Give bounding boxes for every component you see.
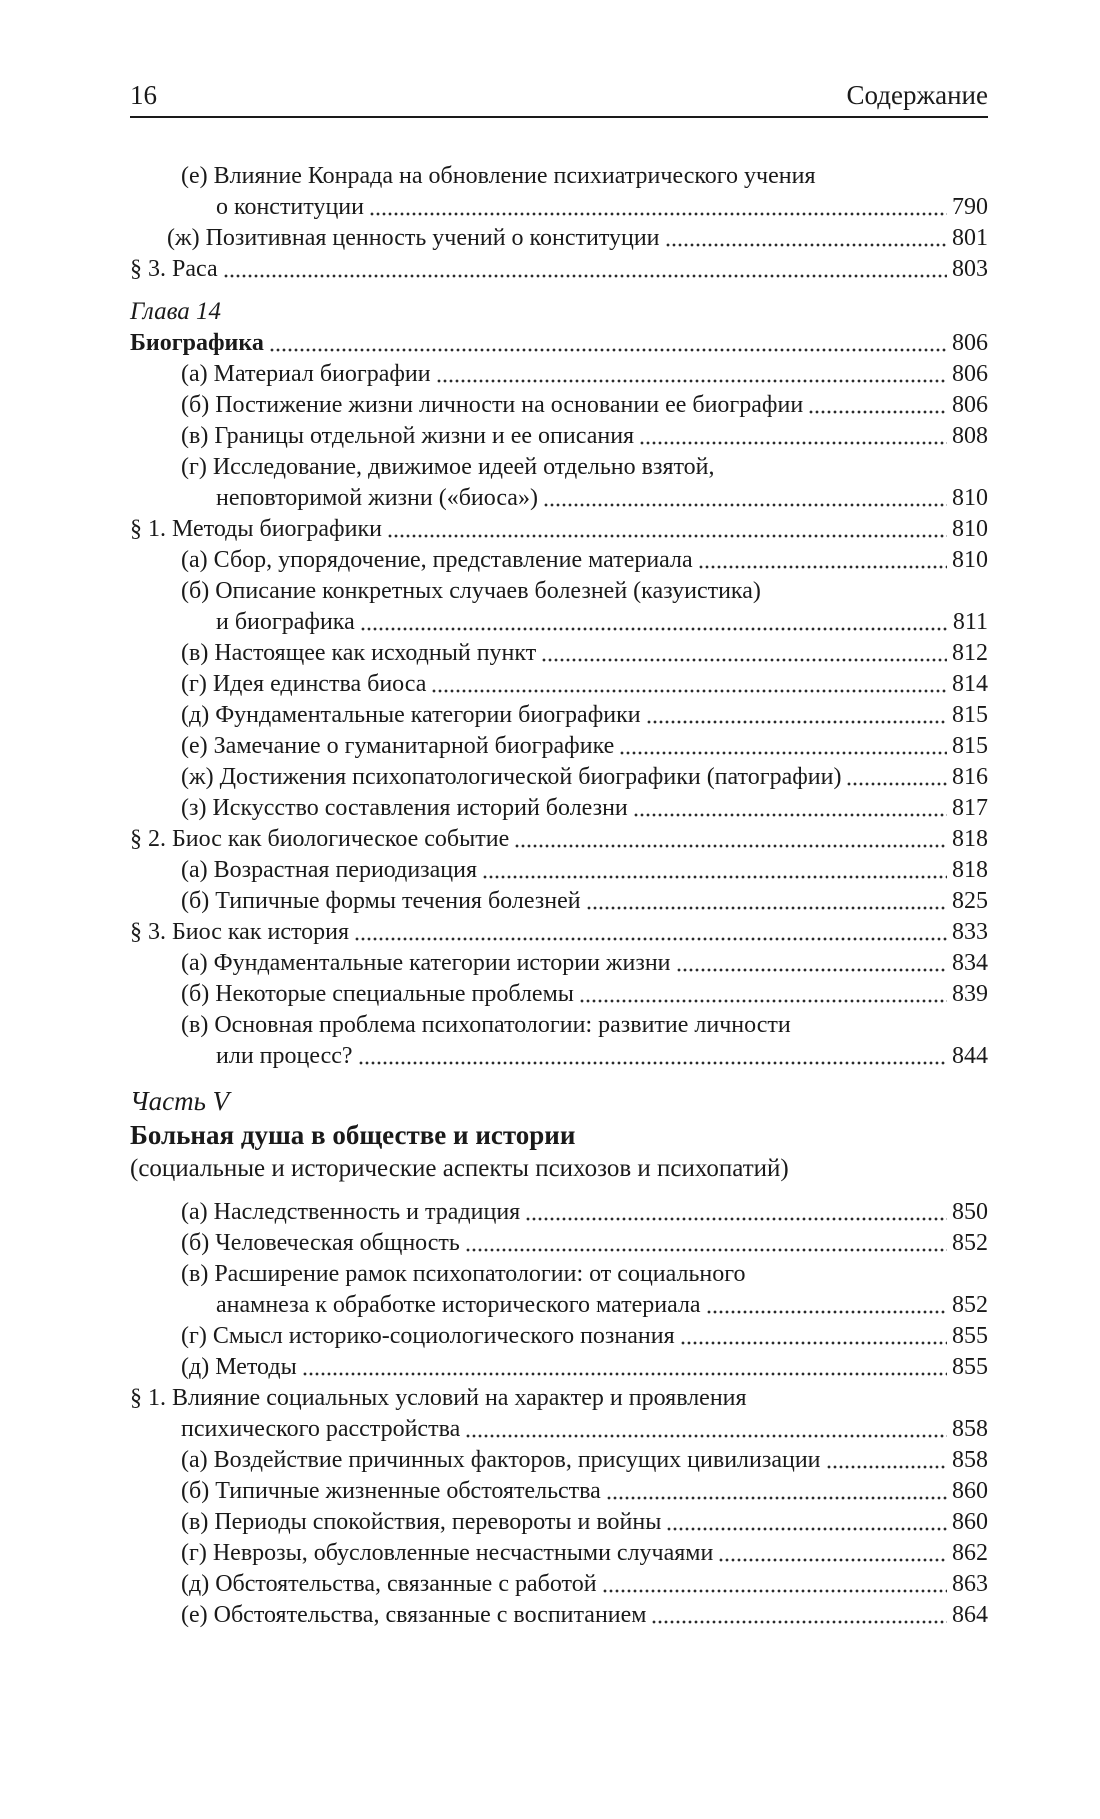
toc-entry-page: 806 [952, 330, 988, 356]
toc-entry-title: неповторимой жизни («биоса») [216, 485, 538, 511]
toc-entry-line [181, 1538, 988, 1569]
toc-entry-line [181, 1445, 988, 1476]
toc-entry-title: (б) Типичные формы течения болезней [181, 888, 581, 914]
toc-entry [130, 483, 988, 514]
toc-entry-page: 806 [952, 361, 988, 387]
toc-entry [130, 1476, 988, 1507]
toc-entry-line [130, 824, 988, 855]
dot-leader [543, 503, 947, 507]
toc-entry-line [130, 254, 988, 285]
toc-entry-line [181, 731, 988, 762]
toc-entry [130, 793, 988, 824]
toc-entry-title: (б) Постижение жизни личности на основании ее биографии [181, 392, 804, 418]
toc-entry-page: 818 [952, 857, 988, 883]
toc-entry [130, 948, 988, 979]
toc-entry-title: (а) Фундаментальные категории истории жизни [181, 950, 671, 976]
dot-leader [431, 689, 947, 693]
toc-entry [130, 1445, 988, 1476]
toc-entry-line [181, 1414, 988, 1445]
toc-entry-line [181, 545, 988, 576]
toc-entry-page: 862 [952, 1540, 988, 1566]
dot-leader [826, 1465, 947, 1469]
toc-entry-line [181, 979, 988, 1010]
toc-entry-title: (г) Идея единства биоса [181, 671, 427, 697]
toc-entry-line [130, 1383, 988, 1414]
dot-leader [606, 1496, 947, 1500]
toc-entry-line [130, 328, 988, 359]
toc-entry-title: (з) Искусство составления историй болезни [181, 795, 628, 821]
toc-entry-line [181, 1228, 988, 1259]
toc-entry-title: (б) Типичные жизненные обстоятельства [181, 1478, 601, 1504]
toc-entry [130, 223, 988, 254]
toc-entry [130, 1010, 988, 1041]
toc-entry-page: 815 [952, 733, 988, 759]
toc-entry-line [181, 161, 988, 192]
toc-entry-title: или процесс? [216, 1043, 353, 1069]
toc-entry [130, 1352, 988, 1383]
dot-leader [360, 627, 948, 631]
dot-leader [808, 410, 947, 414]
toc-entry-title: о конституции [216, 194, 364, 220]
part-subtitle: (социальные и исторические аспекты психозов и психопатий) [130, 1155, 789, 1182]
toc-entry [130, 254, 988, 285]
toc-entry-title: (а) Сбор, упорядочение, представление материала [181, 547, 693, 573]
chapter-heading: Глава 14 [130, 298, 222, 325]
toc-entry-title: (б) Описание конкретных случаев болезней (казуистика) [181, 578, 761, 604]
toc-entry-title: (г) Исследование, движимое идеей отдельно взятой, [181, 454, 715, 480]
toc-entry-line [181, 1600, 988, 1631]
dot-leader [354, 937, 947, 941]
toc-entry-line [181, 762, 988, 793]
toc-entry-page: 810 [952, 547, 988, 573]
toc-entry-page: 833 [952, 919, 988, 945]
toc-entry [130, 1538, 988, 1569]
toc-entry-page: 790 [952, 194, 988, 220]
toc-entry-line [181, 1259, 988, 1290]
dot-leader [619, 751, 947, 755]
toc-entry [130, 886, 988, 917]
toc-entry-line [181, 421, 988, 452]
toc-entry-line [181, 948, 988, 979]
toc-entry-line [181, 1321, 988, 1352]
dot-leader [358, 1061, 947, 1065]
toc-entry-title: (в) Периоды спокойствия, перевороты и войны [181, 1509, 662, 1535]
toc-entry-title: § 1. Влияние социальных условий на характер и проявления [130, 1385, 747, 1411]
toc-entry-page: 810 [952, 516, 988, 542]
toc-entry-page: 818 [952, 826, 988, 852]
toc-entry-page: 860 [952, 1478, 988, 1504]
toc-entry-title: анамнеза к обработке исторического материала [216, 1292, 701, 1318]
toc-entry-title: (в) Основная проблема психопатологии: развитие личности [181, 1012, 791, 1038]
table-of-contents [130, 161, 988, 1631]
dot-leader [369, 212, 947, 216]
toc-entry-page: 858 [952, 1416, 988, 1442]
dot-leader [706, 1310, 947, 1314]
toc-entry [130, 161, 988, 192]
toc-entry-line [181, 1197, 988, 1228]
toc-entry-page: 825 [952, 888, 988, 914]
toc-entry-page: 855 [952, 1323, 988, 1349]
dot-leader [676, 968, 947, 972]
toc-entry-page: 815 [952, 702, 988, 728]
toc-entry-title: (ж) Достижения психопатологической биографики (патографии) [181, 764, 842, 790]
toc-entry [130, 731, 988, 762]
toc-entry-title: (е) Замечание о гуманитарной биографике [181, 733, 615, 759]
dot-leader [302, 1372, 947, 1376]
toc-entry [130, 359, 988, 390]
dot-leader [646, 720, 947, 724]
dot-leader [718, 1558, 947, 1562]
toc-entry [130, 452, 988, 483]
toc-entry-line [130, 917, 988, 948]
toc-entry-line [216, 1290, 988, 1321]
dot-leader [436, 379, 947, 383]
toc-entry-title: § 3. Раса [130, 256, 218, 282]
toc-entry-title: Биографика [130, 330, 264, 356]
toc-entry-page: 810 [952, 485, 988, 511]
toc-entry-page: 811 [952, 609, 988, 635]
dot-leader [525, 1217, 947, 1221]
toc-entry-line [181, 359, 988, 390]
toc-entry-page: 806 [952, 392, 988, 418]
dot-leader [465, 1434, 947, 1438]
toc-entry-page: 814 [952, 671, 988, 697]
toc-entry [130, 1041, 988, 1072]
toc-entry [130, 192, 988, 223]
dot-leader [465, 1248, 947, 1252]
toc-entry-line [216, 1041, 988, 1072]
toc-entry-line [181, 1569, 988, 1600]
toc-entry-line [181, 1476, 988, 1507]
toc-entry-title: (а) Материал биографии [181, 361, 431, 387]
toc-entry-title: (д) Фундаментальные категории биографики [181, 702, 641, 728]
toc-entry-line [216, 483, 988, 514]
toc-entry-line [181, 886, 988, 917]
toc-entry-title: (б) Человеческая общность [181, 1230, 460, 1256]
toc-entry-line [181, 1010, 988, 1041]
toc-entry [130, 700, 988, 731]
toc-entry [130, 328, 988, 359]
toc-entry-title: психического расстройства [181, 1416, 461, 1442]
toc-entry-page: 816 [952, 764, 988, 790]
toc-entry-page: 852 [952, 1292, 988, 1318]
toc-entry-page: 844 [952, 1043, 988, 1069]
toc-entry-page: 817 [952, 795, 988, 821]
toc-entry-line [181, 700, 988, 731]
toc-entry-line [181, 855, 988, 886]
page-number: 16 [130, 80, 157, 110]
toc-entry-title: (е) Обстоятельства, связанные с воспитанием [181, 1602, 647, 1628]
toc-entry-page: 808 [952, 423, 988, 449]
toc-entry-title: (г) Смысл историко-социологического познания [181, 1323, 675, 1349]
toc-entry-title: § 1. Методы биографики [130, 516, 382, 542]
toc-entry [130, 421, 988, 452]
toc-entry-line [181, 576, 988, 607]
dot-leader [633, 813, 947, 817]
toc-entry [130, 1507, 988, 1538]
part-heading: Часть V [130, 1086, 230, 1116]
dot-leader [579, 999, 947, 1003]
dot-leader [541, 658, 947, 662]
toc-entry-page: 834 [952, 950, 988, 976]
dot-leader [698, 565, 947, 569]
toc-entry-title: (а) Воздействие причинных факторов, присущих цивилизации [181, 1447, 821, 1473]
toc-entry [130, 917, 988, 948]
toc-entry [130, 762, 988, 793]
toc-entry-page: 860 [952, 1509, 988, 1535]
toc-entry [130, 979, 988, 1010]
toc-entry-line [130, 514, 988, 545]
toc-entry-page: 801 [952, 225, 988, 251]
toc-entry [130, 824, 988, 855]
toc-entry-line [181, 1352, 988, 1383]
dot-leader [665, 243, 947, 247]
dot-leader [666, 1527, 947, 1531]
toc-entry-line [181, 793, 988, 824]
dot-leader [639, 441, 947, 445]
toc-entry-page: 863 [952, 1571, 988, 1597]
toc-entry-title: и биографика [216, 609, 355, 635]
toc-entry-page: 803 [952, 256, 988, 282]
toc-entry-title: (в) Границы отдельной жизни и ее описания [181, 423, 635, 449]
toc-entry [130, 514, 988, 545]
toc-entry [130, 1228, 988, 1259]
toc-entry-page: 850 [952, 1199, 988, 1225]
toc-entry-page: 858 [952, 1447, 988, 1473]
part-title: Больная душа в обществе и истории [130, 1120, 576, 1150]
toc-entry [130, 1600, 988, 1631]
toc-entry [130, 545, 988, 576]
toc-entry [130, 1290, 988, 1321]
page-header [130, 80, 988, 118]
toc-entry-line [181, 452, 988, 483]
toc-entry-line [181, 638, 988, 669]
dot-leader [514, 844, 947, 848]
toc-entry [130, 855, 988, 886]
dot-leader [846, 782, 947, 786]
dot-leader [223, 274, 947, 278]
toc-entry-line [181, 390, 988, 421]
toc-entry-title: (д) Обстоятельства, связанные с работой [181, 1571, 597, 1597]
dot-leader [269, 348, 947, 352]
toc-entry-page: 855 [952, 1354, 988, 1380]
toc-entry-title: (б) Некоторые специальные проблемы [181, 981, 574, 1007]
dot-leader [387, 534, 947, 538]
toc-entry-page: 852 [952, 1230, 988, 1256]
running-title: Содержание [846, 80, 988, 110]
toc-entry [130, 1259, 988, 1290]
toc-entry-title: (а) Возрастная периодизация [181, 857, 478, 883]
dot-leader [482, 875, 947, 879]
toc-entry [130, 638, 988, 669]
toc-entry-line [181, 1507, 988, 1538]
toc-entry-page: 812 [952, 640, 988, 666]
toc-entry-line [181, 669, 988, 700]
toc-entry-title: (в) Расширение рамок психопатологии: от социального [181, 1261, 746, 1287]
toc-entry [130, 576, 988, 607]
toc-entry-title: (а) Наследственность и традиция [181, 1199, 521, 1225]
toc-entry-title: § 2. Биос как биологическое событие [130, 826, 510, 852]
dot-leader [602, 1589, 947, 1593]
dot-leader [586, 906, 947, 910]
toc-entry [130, 1569, 988, 1600]
toc-entry [130, 1414, 988, 1445]
toc-entry [130, 1197, 988, 1228]
toc-entry [130, 1383, 988, 1414]
dot-leader [651, 1620, 947, 1624]
toc-entry-title: (ж) Позитивная ценность учений о конституции [167, 225, 660, 251]
toc-entry-title: (г) Неврозы, обусловленные несчастными случаями [181, 1540, 714, 1566]
toc-entry-line [167, 223, 988, 254]
toc-entry [130, 607, 988, 638]
toc-entry-page: 864 [952, 1602, 988, 1628]
toc-entry [130, 390, 988, 421]
dot-leader [680, 1341, 947, 1345]
toc-entry-line [216, 192, 988, 223]
toc-entry [130, 1321, 988, 1352]
toc-entry-title: (в) Настоящее как исходный пункт [181, 640, 537, 666]
toc-entry-line [216, 607, 988, 638]
toc-entry [130, 669, 988, 700]
toc-entry-title: § 3. Биос как история [130, 919, 350, 945]
toc-entry-page: 839 [952, 981, 988, 1007]
toc-entry-title: (д) Методы [181, 1354, 297, 1380]
toc-entry-title: (е) Влияние Конрада на обновление психиатрического учения [181, 163, 816, 189]
